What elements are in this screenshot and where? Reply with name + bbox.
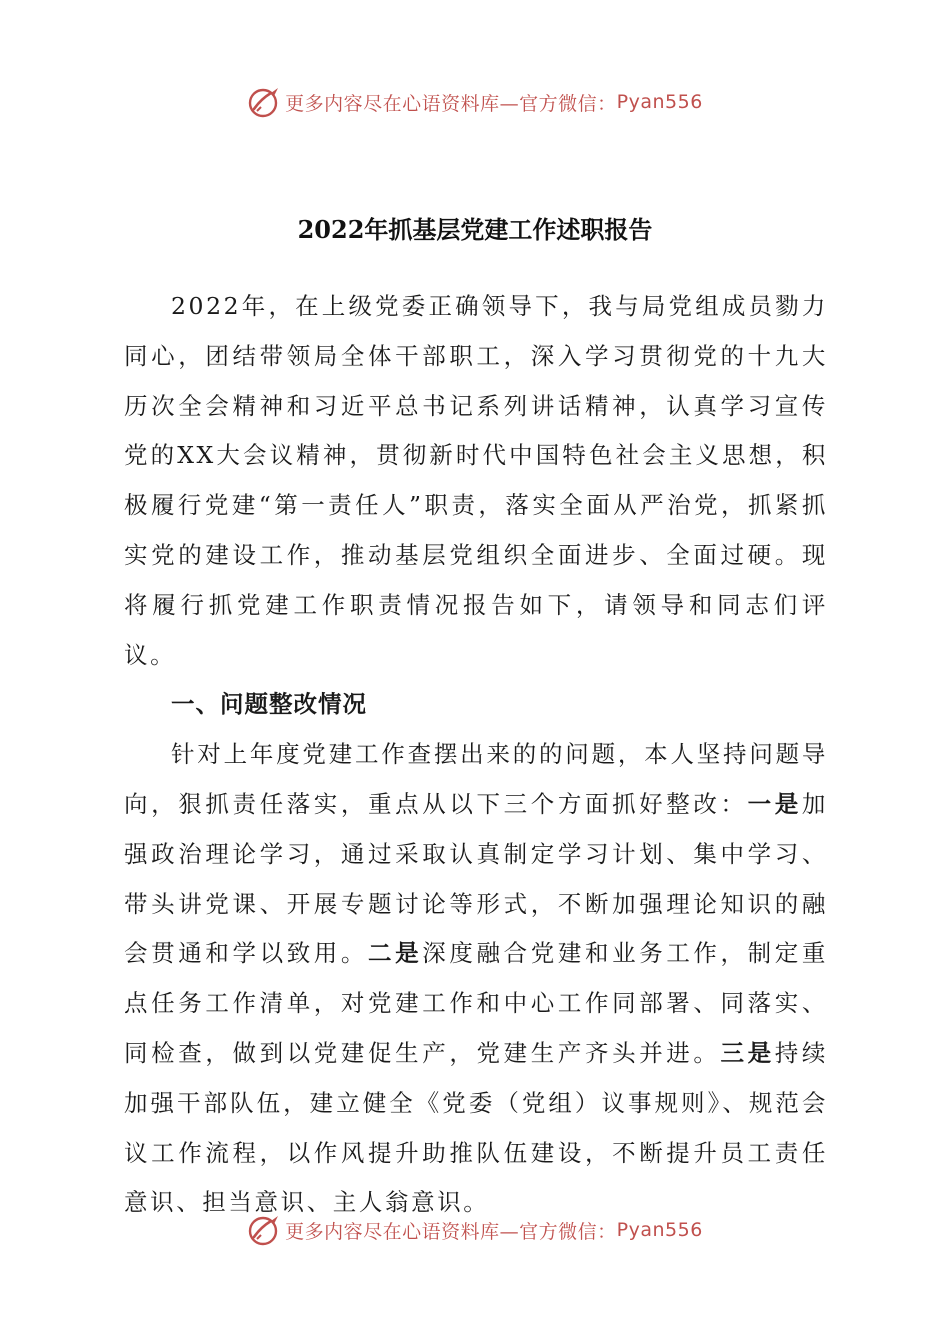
watermark-text: 更多内容尽在心语资料库—官方微信： xyxy=(285,1220,617,1243)
paragraph-text: 深度融合党建和业务工作，制定重点任务工作清单，对党建工作和中心工作同部署、同落实、同检查，做到以党建促生产，党建生产齐头并进。 xyxy=(124,939,828,1067)
paragraph-text: 加强政治理论学习，通过采取认真制定学习计划、集中学习、带头讲党课、开展专题讨论等形式，不断加强理论知识的融会贯通和学以致用。 xyxy=(124,789,828,968)
section-paragraph xyxy=(124,730,828,1228)
lead-phrase: 二是 xyxy=(368,939,423,968)
paragraph-text: 针对上年度党建工作查摆出来的的问题，本人坚持问题导向，狠抓责任落实，重点从以下三个方面抓好整改： xyxy=(124,740,828,818)
watermark-wechat-id: Pyan556 xyxy=(616,91,703,113)
section-heading: 一、问题整改情况 xyxy=(171,690,367,719)
pen-logo-icon xyxy=(247,1213,281,1247)
header-watermark xyxy=(0,82,950,122)
footer-watermark xyxy=(0,1210,950,1250)
lead-phrase: 三是 xyxy=(720,1038,775,1067)
paragraph-text: 持续加强干部队伍，建立健全《党委（党组）议事规则》、规范会议工作流程，以作风提升助推队伍建设，不断提升员工责任意识、担当意识、主人翁意识。 xyxy=(124,1038,828,1217)
document-body xyxy=(124,282,828,1228)
lead-phrase: 一是 xyxy=(747,789,802,818)
watermark-text: 更多内容尽在心语资料库—官方微信： xyxy=(285,92,617,115)
pen-logo-icon xyxy=(247,85,281,119)
document-title: 2022年抓基层党建工作述职报告 xyxy=(297,215,653,244)
watermark-wechat-id: Pyan556 xyxy=(616,1219,703,1241)
intro-paragraph: 2022年，在上级党委正确领导下，我与局党组成员勠力同心，团结带领局全体干部职工，深入学习贯彻党的十九大历次全会精神和习近平总书记系列讲话精神，认真学习宣传党的XX大会议精神，贯彻新时代中国特色社会主义思想，积极履行党建“第一责任人”职责，落实全面从严治党，抓紧抓实党的建设工作，推动基层党组织全面进步、全面过硬。现将履行抓党建工作职责情况报告如下，请领导和同志们评议。 xyxy=(124,292,828,669)
